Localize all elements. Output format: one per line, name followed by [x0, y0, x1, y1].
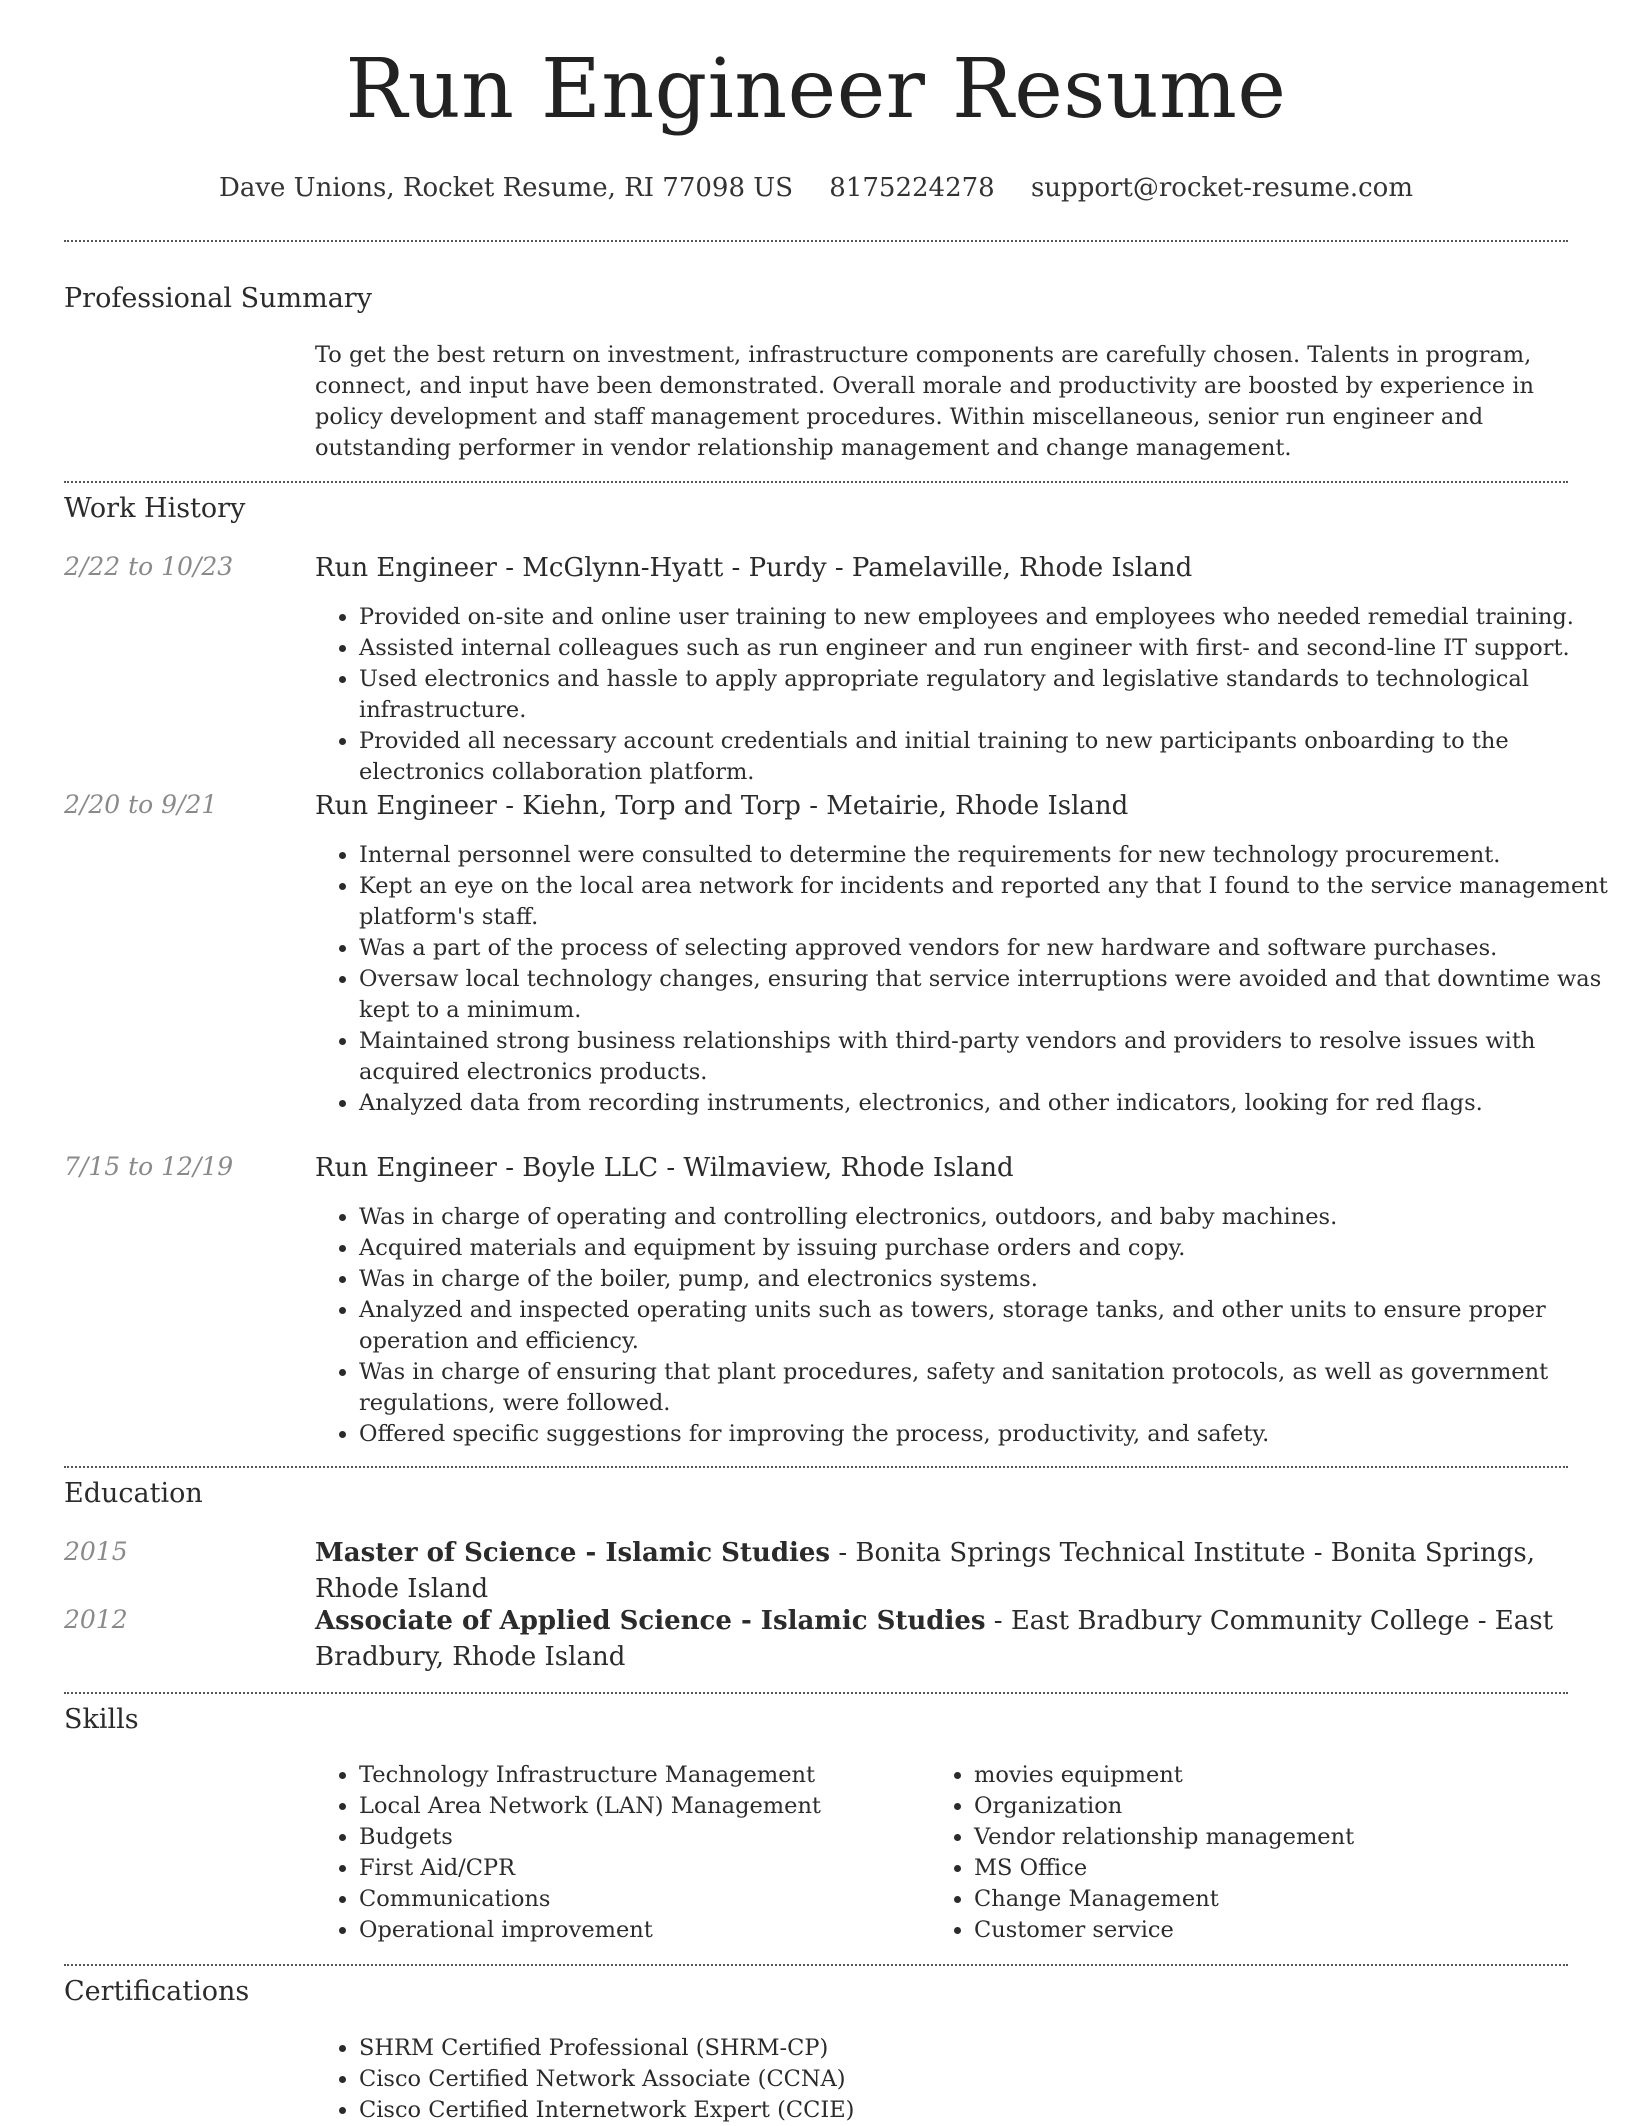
work-history-heading: Work History	[64, 493, 246, 524]
certification-item: • SHRM Certified Professional (SHRM-CP)	[359, 2033, 1612, 2064]
job-dates: 2/22 to 10/23	[64, 552, 234, 581]
resume-title: Run Engineer Resume	[345, 42, 1287, 137]
skill-item: • MS Office	[974, 1853, 1574, 1884]
skill-item: • Operational improvement	[359, 1915, 919, 1946]
skill-item: • First Aid/CPR	[359, 1853, 919, 1884]
list-item: • Acquired materials and equipment by issuing purchase orders and copy.	[359, 1233, 1612, 1264]
education-year: 2012	[64, 1605, 128, 1634]
certification-item: • Cisco Certified Internetwork Expert (CCIE)	[359, 2095, 1612, 2126]
list-item: • Maintained strong business relationships with third-party vendors and providers to resolve issues with acquired electronics products.	[359, 1026, 1612, 1088]
job-title: Run Engineer - Kiehn, Torp and Torp - Metairie, Rhode Island	[315, 791, 1129, 821]
skill-item: • Change Management	[974, 1884, 1574, 1915]
skill-item: • Vendor relationship management	[974, 1822, 1574, 1853]
skill-item: • Budgets	[359, 1822, 919, 1853]
divider	[64, 1964, 1568, 1966]
list-item: • Was a part of the process of selecting approved vendors for new hardware and software purchases.	[359, 933, 1612, 964]
summary-text: To get the best return on investment, infrastructure components are carefully chosen. Talents in program, connect, and input have been demonstrated. Overall morale and productivity are boosted by experience in policy development and staff management procedures. Within miscellaneous, senior run engineer and outstanding performer in vendor relationship management and change management.	[315, 342, 1535, 461]
certification-item: • Cisco Certified Network Associate (CCNA)	[359, 2064, 1612, 2095]
education-school: - East Bradbury Community College - East Bradbury, Rhode Island	[315, 1606, 1554, 1672]
list-item: • Analyzed and inspected operating units such as towers, storage tanks, and other units to ensure proper operation and efficiency.	[359, 1295, 1612, 1357]
list-item: • Provided all necessary account credentials and initial training to new participants onboarding to the electronics collaboration platform.	[359, 726, 1612, 788]
certifications-heading: Certifications	[64, 1976, 250, 2007]
list-item: • Provided on-site and online user training to new employees and employees who needed remedial training.	[359, 602, 1612, 633]
contact-address: Dave Unions, Rocket Resume, RI 77098 US	[219, 173, 794, 203]
education-year: 2015	[64, 1537, 128, 1566]
divider	[64, 1466, 1568, 1468]
list-item: • Internal personnel were consulted to determine the requirements for new technology procurement.	[359, 840, 1612, 871]
list-item: • Analyzed data from recording instruments, electronics, and other indicators, looking for red flags.	[359, 1088, 1612, 1119]
skill-item: • Technology Infrastructure Management	[359, 1760, 919, 1791]
divider	[64, 481, 1568, 483]
list-item: • Kept an eye on the local area network for incidents and reported any that I found to the service management platform's staff.	[359, 871, 1612, 933]
skill-item: • Local Area Network (LAN) Management	[359, 1791, 919, 1822]
job-title: Run Engineer - Boyle LLC - Wilmaview, Rhode Island	[315, 1153, 1014, 1183]
certifications-list	[315, 2033, 1612, 2126]
list-item: • Used electronics and hassle to apply appropriate regulatory and legislative standards to technological infrastructure.	[359, 664, 1612, 726]
education-entry	[315, 1535, 1568, 1607]
summary-heading: Professional Summary	[64, 283, 372, 314]
education-heading: Education	[64, 1478, 203, 1509]
job-dates: 7/15 to 12/19	[64, 1152, 234, 1181]
education-degree: Associate of Applied Science - Islamic Studies	[315, 1606, 986, 1636]
skills-list-right	[930, 1760, 1574, 1946]
contact-phone: 8175224278	[829, 173, 995, 203]
job-bullets	[315, 602, 1612, 788]
divider	[64, 1692, 1568, 1694]
list-item: • Was in charge of ensuring that plant procedures, safety and sanitation protocols, as well as government regulations, were followed.	[359, 1357, 1612, 1419]
contact-email: support@rocket-resume.com	[1030, 173, 1413, 203]
divider	[64, 240, 1568, 242]
list-item: • Oversaw local technology changes, ensuring that service interruptions were avoided and that downtime was kept to a minimum.	[359, 964, 1612, 1026]
skills-list-left	[315, 1760, 919, 1946]
skill-item: • movies equipment	[974, 1760, 1574, 1791]
list-item: • Offered specific suggestions for improving the process, productivity, and safety.	[359, 1419, 1612, 1450]
job-title: Run Engineer - McGlynn-Hyatt - Purdy - Pamelaville, Rhode Island	[315, 553, 1193, 583]
education-school: - Bonita Springs Technical Institute - Bonita Springs, Rhode Island	[315, 1538, 1536, 1604]
skill-item: • Organization	[974, 1791, 1574, 1822]
education-degree: Master of Science - Islamic Studies	[315, 1538, 831, 1568]
contact-line	[0, 173, 1632, 203]
job-bullets	[315, 1202, 1612, 1450]
list-item: • Assisted internal colleagues such as run engineer and run engineer with first- and second-line IT support.	[359, 633, 1612, 664]
job-dates: 2/20 to 9/21	[64, 790, 218, 819]
list-item: • Was in charge of operating and controlling electronics, outdoors, and baby machines.	[359, 1202, 1612, 1233]
skills-heading: Skills	[64, 1704, 139, 1735]
job-bullets	[315, 840, 1612, 1119]
education-entry	[315, 1603, 1568, 1675]
skill-item: • Communications	[359, 1884, 919, 1915]
skill-item: • Customer service	[974, 1915, 1574, 1946]
list-item: • Was in charge of the boiler, pump, and electronics systems.	[359, 1264, 1612, 1295]
